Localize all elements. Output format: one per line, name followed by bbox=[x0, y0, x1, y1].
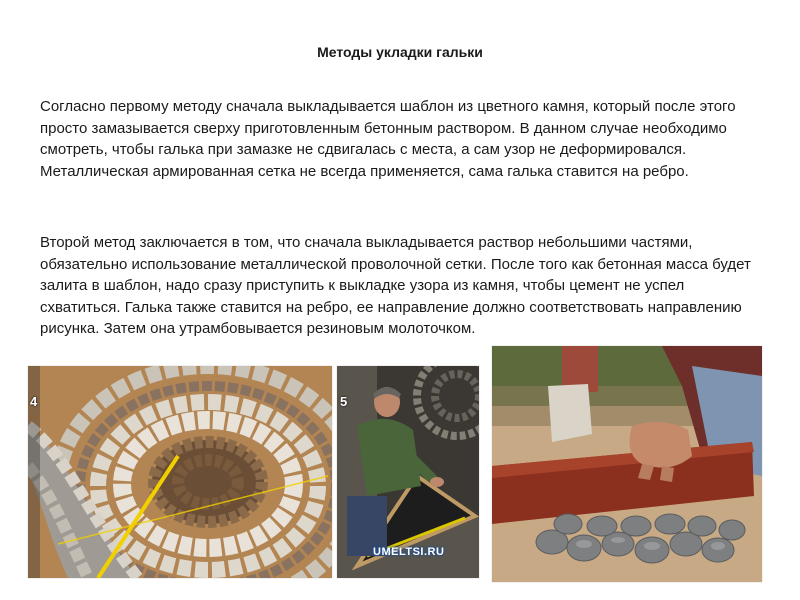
paragraph-method-2: Второй метод заключается в том, что сначала выкладывается раствор небольшими частями, обязательно использование металлической проволочной сетки. После того как бетонная масса будет залита в шаблон, надо сразу приступить к выкладке узора из камня, чтобы цемент не успел схватиться. Галька также ставится на ребро, ее направление должно соответствовать направлению рисунка. Затем она утрамбовывается резиновым молоточком. bbox=[40, 234, 751, 337]
photo-number: 5 bbox=[340, 394, 348, 409]
photo-worker-laying bbox=[337, 366, 479, 578]
spiral-mosaic-image bbox=[28, 366, 332, 578]
paragraph-method-1: Согласно первому методу сначала выкладывается шаблон из цветного камня, который после этого просто замазывается сверху приготовленным бетонным раствором. В данном случае необходимо смотреть, чтобы галька при замазке не сдвигалась с места, а сам узор не деформировался. Металлическая армированная сетка не всегда применяется, сама галька ставится на ребро. bbox=[40, 98, 736, 180]
photo-number: 4 bbox=[30, 394, 38, 409]
watermark: UMELTSI.RU bbox=[373, 546, 445, 558]
wooden-form-image bbox=[492, 346, 762, 582]
photo-spiral-mosaic bbox=[28, 366, 332, 578]
photo-wooden-form bbox=[492, 346, 762, 582]
page-title: Методы укладки гальки bbox=[317, 44, 483, 60]
